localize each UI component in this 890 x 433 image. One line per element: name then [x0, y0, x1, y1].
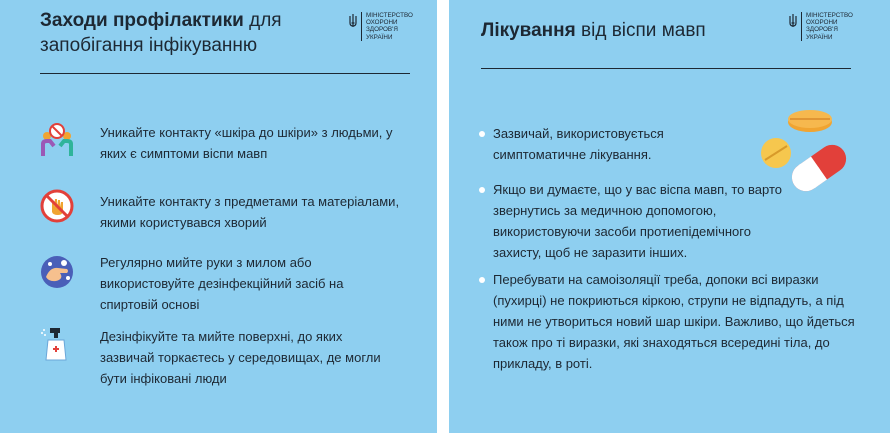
treatment-bullet — [479, 179, 859, 263]
treatment-title-bold: Лікування — [481, 20, 576, 41]
treatment-bullet-text: Якщо ви думаєте, що у вас віспа мавп, то варто звернутись за медичною допомогою, використовуючи засоби протиепідемічного захисту, щоб не заразити інших. — [493, 182, 782, 260]
title-divider — [481, 68, 851, 69]
spray-bottle-icon — [40, 326, 74, 362]
prevention-title-rest: для — [243, 10, 282, 31]
moh-logo-text — [801, 12, 853, 41]
logo-line: ЗДОРОВ'Я — [366, 26, 398, 34]
logo-line: ЗДОРОВ'Я — [806, 26, 838, 34]
logo-line: ОХОРОНИ — [366, 19, 398, 27]
prevention-title — [40, 8, 282, 58]
prevention-title-bold: Заходи профілактики — [40, 10, 244, 31]
treatment-bullet-text: Перебувати на самоізоляції треба, допоки всі виразки (пухирці) не покриються кіркою, струпи не відпадуть, а під ними не утвориться новий шар шкіри. Важливо, що йдеться також про ті виразки, які знаходяться всередині тіла, до прикладу, в роті. — [493, 272, 855, 371]
treatment-title-rest: від віспи мавп — [575, 20, 706, 41]
prevention-panel — [0, 0, 437, 433]
title-divider — [40, 73, 410, 74]
treatment-bullet — [479, 123, 729, 165]
bullet-dot — [479, 131, 485, 137]
bullet-dot — [479, 187, 485, 193]
prevention-item: Дезінфікуйте та мийте поверхні, до яких зазвичай торкаєтесь у середовищах, де могли бути інфіковані люди — [100, 329, 381, 386]
moh-logo — [789, 12, 853, 41]
treatment-bullet — [479, 269, 879, 374]
prevention-item: Уникайте контакту «шкіра до шкіри» з людьми, у яких є симптоми віспи мавп — [100, 125, 393, 161]
logo-line: УКРАЇНИ — [366, 33, 393, 41]
handwash-icon — [40, 253, 74, 289]
trident-icon — [349, 14, 357, 28]
prevention-title-line2: запобігання інфікуванню — [40, 35, 258, 56]
logo-line: МІНІСТЕРСТВО — [366, 12, 413, 19]
bullet-dot — [479, 277, 485, 283]
treatment-bullet-text: Зазвичай, використовується симптоматичне лікування. — [493, 126, 664, 162]
no-touch-icon — [40, 188, 74, 224]
logo-line: УКРАЇНИ — [806, 33, 833, 41]
trident-icon — [789, 14, 797, 28]
logo-line: МІНІСТЕРСТВО — [806, 12, 853, 19]
no-contact-icon — [40, 122, 74, 158]
moh-logo-text — [361, 12, 413, 41]
prevention-item: Уникайте контакту з предметами та матеріалами, якими користувався хворий — [100, 194, 400, 230]
treatment-panel — [449, 0, 890, 433]
moh-logo — [349, 12, 413, 41]
prevention-item: Регулярно мийте руки з милом або використовуйте дезінфекційний засіб на спиртовій основі — [100, 255, 344, 312]
treatment-title — [481, 18, 706, 43]
logo-line: ОХОРОНИ — [806, 19, 838, 27]
